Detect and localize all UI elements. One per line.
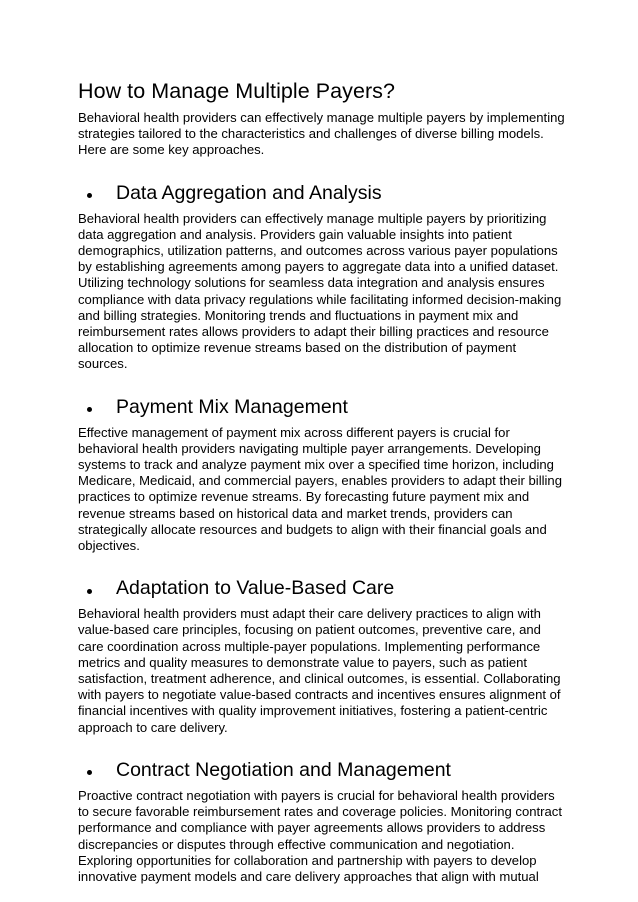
page-title: How to Manage Multiple Payers?: [78, 79, 395, 103]
section-data-aggregation: [78, 181, 568, 373]
bullet-icon: [87, 770, 92, 775]
section-heading: Data Aggregation and Analysis: [116, 181, 382, 204]
section-payment-mix: [78, 395, 568, 555]
section-heading-row: [78, 395, 568, 419]
section-body: Proactive contract negotiation with payers is crucial for behavioral health providers to secure favorable reimbursement rates and coverage policies. Monitoring contract performance and compliance with payer agreements allows providers to address discrepancies or disputes through effective communication and negotiation. Exploring opportunities for collaboration and partnership with payers to develop innovative payment models and care delivery approaches that align with mutual: [78, 787, 562, 884]
section-heading-row: [78, 576, 568, 600]
section-heading-row: [78, 181, 568, 205]
intro-paragraph: Behavioral health providers can effectively manage multiple payers by implementing strategies tailored to the characteristics and challenges of diverse billing models. Here are some key approaches.: [78, 110, 565, 158]
bullet-icon: [87, 193, 92, 198]
bullet-icon: [87, 407, 92, 412]
bullet-icon: [87, 589, 92, 594]
section-heading: Payment Mix Management: [116, 395, 348, 418]
section-heading: Adaptation to Value-Based Care: [116, 577, 395, 600]
section-heading: Contract Negotiation and Management: [116, 758, 451, 781]
section-value-based-care: [78, 576, 568, 736]
section-contract-negotiation: [78, 758, 568, 885]
section-body: Behavioral health providers must adapt their care delivery practices to align with value-based care principles, focusing on patient outcomes, preventive care, and care coordination across multiple-payer populations. Implementing performance metrics and quality measures to demonstrate value to payers, such as patient satisfaction, treatment adherence, and clinical outcomes, is essential. Collaborating with payers to negotiate value-based contracts and incentives ensures alignment of financial incentives with quality improvement initiatives, fostering a patient-centric approach to care delivery.: [78, 606, 561, 735]
section-body: Behavioral health providers can effectively manage multiple payers by prioritizing data aggregation and analysis. Providers gain valuable insights into patient demographics, utilization patterns, and outcomes across various payer populations by establishing agreements among payers to aggregate data into a unified dataset. Utilizing technology solutions for seamless data integration and analysis ensures compliance with data privacy regulations while facilitating informed decision-making and billing strategies. Monitoring trends and fluctuations in payment mix and reimbursement rates allows providers to adapt their billing practices and resource allocation to optimize revenue streams based on the distribution of payment sources.: [78, 210, 562, 372]
section-body: Effective management of payment mix across different payers is crucial for behavioral health providers navigating multiple payer arrangements. Developing systems to track and analyze payment mix over a specified time horizon, including Medicare, Medicaid, and commercial payers, enables providers to adapt their billing practices to optimize revenue streams. By forecasting future payment mix and revenue streams based on historical data and market trends, providers can strategically allocate resources and budgets to align with their financial goals and objectives.: [78, 424, 562, 554]
section-heading-row: [78, 758, 568, 782]
